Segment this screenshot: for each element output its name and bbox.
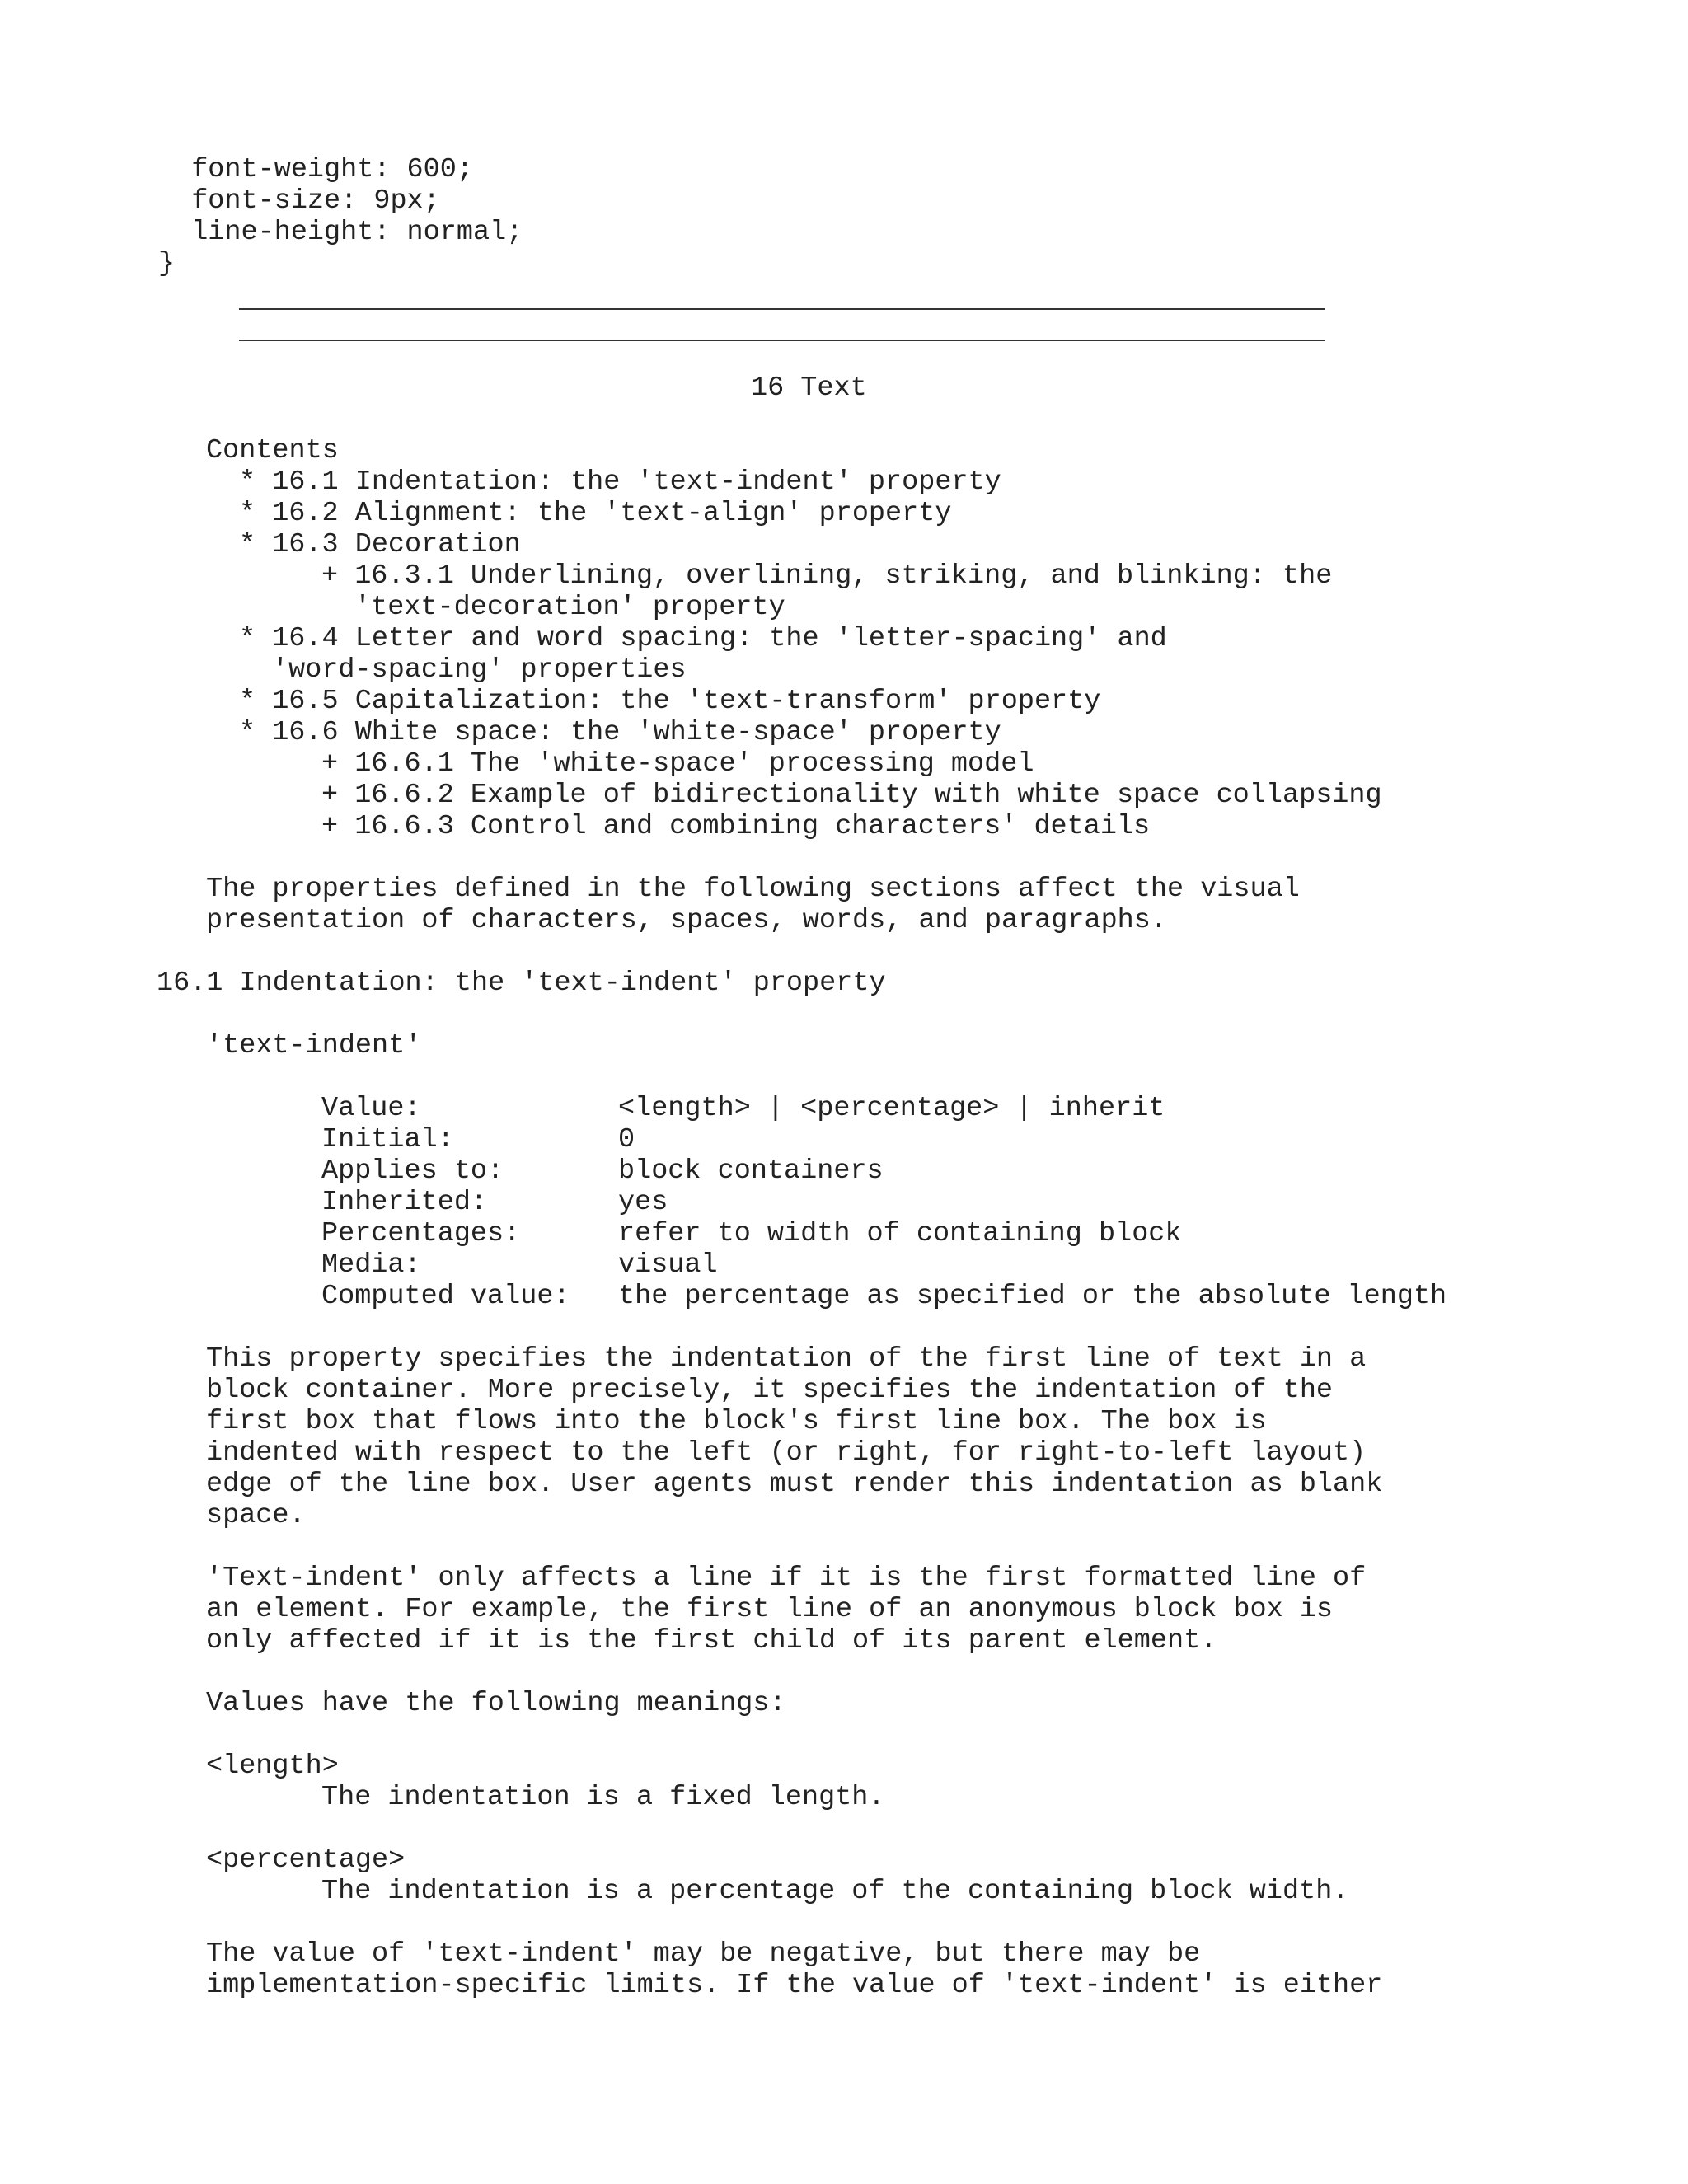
def-value-percentages: refer to width of containing block	[618, 1218, 1182, 1249]
def-label-initial: Initial:	[321, 1124, 454, 1155]
toc-item-16-3[interactable]: * 16.3 Decoration	[239, 529, 521, 560]
def-value-media: visual	[618, 1249, 718, 1281]
horizontal-rule-2	[239, 340, 1325, 341]
def-value-applies-to: block containers	[618, 1155, 884, 1187]
toc-item-16-4-cont[interactable]: 'word-spacing' properties	[272, 654, 687, 686]
length-description: The indentation is a fixed length.	[321, 1782, 885, 1813]
css-line-font-size: font-size: 9px;	[158, 185, 440, 217]
para1-line-1: This property specifies the indentation of the first line of text in a	[206, 1343, 1367, 1375]
contents-heading: Contents	[206, 435, 339, 466]
values-intro: Values have the following meanings:	[206, 1688, 786, 1719]
def-label-percentages: Percentages:	[321, 1218, 521, 1249]
def-label-inherited: Inherited:	[321, 1187, 488, 1218]
toc-item-16-6-2[interactable]: + 16.6.2 Example of bidirectionality with white space collapsing	[321, 780, 1382, 811]
para3-line-1: The value of 'text-indent' may be negative, but there may be	[206, 1938, 1201, 1970]
para1-line-6: space.	[206, 1500, 306, 1531]
def-value-inherited: yes	[618, 1187, 668, 1218]
percentage-description: The indentation is a percentage of the containing block width.	[321, 1876, 1349, 1907]
def-value-computed-value: the percentage as specified or the absolute length	[618, 1281, 1447, 1312]
def-label-value: Value:	[321, 1093, 421, 1124]
para2-line-2: an element. For example, the first line of an anonymous block box is	[206, 1594, 1334, 1625]
css-closing-brace: }	[158, 248, 176, 279]
para1-line-3: first box that flows into the block's first line box. The box is	[206, 1406, 1267, 1437]
chapter-title: 16 Text	[751, 373, 867, 404]
toc-item-16-1[interactable]: * 16.1 Indentation: the 'text-indent' property	[239, 466, 1001, 498]
para2-line-3: only affected if it is the first child of its parent element.	[206, 1625, 1217, 1657]
def-value-initial: 0	[618, 1124, 635, 1155]
css-line-line-height: line-height: normal;	[158, 217, 523, 248]
intro-line-1: The properties defined in the following sections affect the visual	[206, 874, 1300, 905]
para2-line-1: 'Text-indent' only affects a line if it is the first formatted line of	[206, 1563, 1367, 1594]
property-name: 'text-indent'	[206, 1030, 422, 1062]
para1-line-4: indented with respect to the left (or right, for right-to-left layout)	[206, 1437, 1367, 1469]
toc-item-16-3-1[interactable]: + 16.3.1 Underlining, overlining, striking, and blinking: the	[321, 560, 1333, 592]
length-term: <length>	[206, 1750, 339, 1782]
toc-item-16-6-3[interactable]: + 16.6.3 Control and combining characters' details	[321, 811, 1151, 842]
toc-item-16-4[interactable]: * 16.4 Letter and word spacing: the 'letter-spacing' and	[239, 623, 1167, 654]
toc-item-16-3-1-cont[interactable]: 'text-decoration' property	[354, 592, 785, 623]
toc-item-16-2[interactable]: * 16.2 Alignment: the 'text-align' property	[239, 498, 952, 529]
percentage-term: <percentage>	[206, 1844, 406, 1876]
para1-line-2: block container. More precisely, it specifies the indentation of the	[206, 1375, 1334, 1406]
para3-line-2: implementation-specific limits. If the value of 'text-indent' is either	[206, 1970, 1383, 2001]
def-label-media: Media:	[321, 1249, 421, 1281]
toc-item-16-6-1[interactable]: + 16.6.1 The 'white-space' processing model	[321, 748, 1034, 780]
section-heading-16-1: 16.1 Indentation: the 'text-indent' property	[157, 968, 886, 999]
toc-item-16-6[interactable]: * 16.6 White space: the 'white-space' property	[239, 717, 1001, 748]
toc-item-16-5[interactable]: * 16.5 Capitalization: the 'text-transform' property	[239, 686, 1101, 717]
def-label-computed-value: Computed value:	[321, 1281, 570, 1312]
horizontal-rule-1	[239, 308, 1325, 310]
def-label-applies-to: Applies to:	[321, 1155, 504, 1187]
css-line-font-weight: font-weight: 600;	[158, 154, 473, 185]
para1-line-5: edge of the line box. User agents must render this indentation as blank	[206, 1469, 1383, 1500]
intro-line-2: presentation of characters, spaces, words, and paragraphs.	[206, 905, 1167, 936]
def-value-value: <length> | <percentage> | inherit	[618, 1093, 1165, 1124]
